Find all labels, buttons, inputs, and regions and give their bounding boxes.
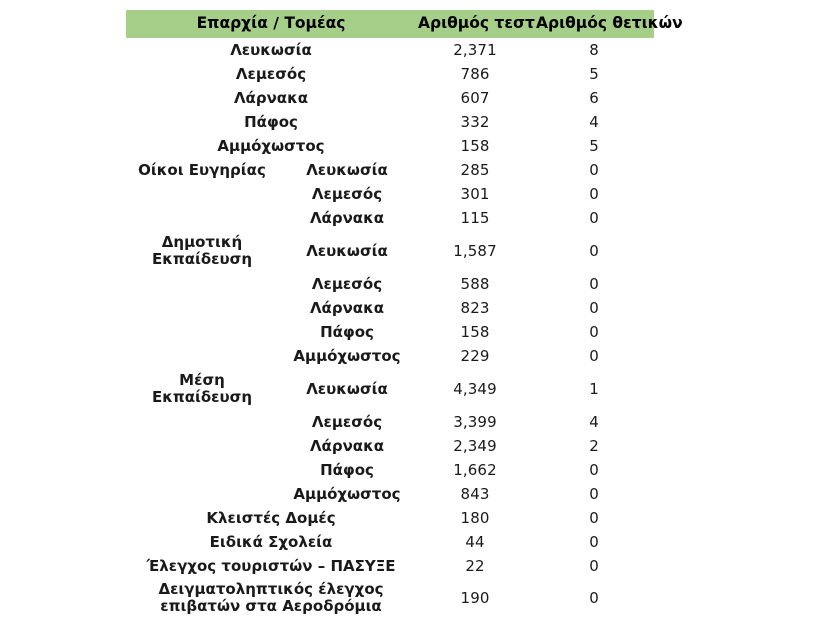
row-district-label: Λεμεσός (311, 184, 383, 203)
column-header-positives: Αριθμός θετικών (534, 10, 654, 38)
table-row (126, 458, 654, 482)
test-results-table-container (126, 10, 683, 618)
row-tests-value: 607 (460, 88, 490, 107)
row-district-label: Λευκωσία (306, 379, 388, 398)
row-district-label: Λεμεσός (311, 412, 383, 431)
row-category-line-2: Εκπαίδευση (151, 250, 253, 269)
row-tests-value: 301 (460, 184, 490, 203)
row-tests-value: 44 (465, 532, 485, 551)
row-tests-value: 2,349 (453, 436, 497, 455)
table-row (126, 134, 654, 158)
table-row (126, 434, 654, 458)
row-tests-value: 3,399 (453, 412, 497, 431)
row-positives-value: 0 (589, 298, 599, 317)
row-district-label: Λεμεσός (311, 274, 383, 293)
row-tests-value: 158 (460, 136, 490, 155)
row-tests-value: 1,662 (453, 460, 497, 479)
row-label: Λάρνακα (233, 88, 309, 107)
row-category-label: Οίκοι Ευγηρίας (138, 160, 266, 179)
row-tests-value: 843 (460, 484, 490, 503)
row-tests-value: 285 (460, 160, 490, 179)
row-label: Λευκωσία (230, 40, 312, 59)
test-results-table (126, 10, 683, 618)
table-body (126, 38, 654, 618)
row-district-label: Λευκωσία (306, 241, 388, 260)
row-district-label: Λάρνακα (309, 436, 385, 455)
table-row (126, 158, 654, 182)
table-row (126, 578, 654, 618)
table-row (126, 410, 654, 434)
row-tests-value: 229 (460, 346, 490, 365)
row-positives-value: 8 (589, 40, 599, 59)
row-positives-value: 5 (589, 64, 599, 83)
row-district-label: Αμμόχωστος (293, 346, 401, 365)
row-district-label: Λάρνακα (309, 298, 385, 317)
row-category-label (126, 230, 278, 272)
row-category-label (126, 458, 278, 482)
table-row (126, 182, 654, 206)
row-tests-value: 158 (460, 322, 490, 341)
row-label-line-1: Δειγματοληπτικός έλεγχος (158, 579, 384, 598)
table-row (126, 344, 654, 368)
row-tests-value: 115 (460, 208, 490, 227)
row-tests-value: 1,587 (453, 241, 497, 260)
row-positives-value: 0 (589, 184, 599, 203)
row-label: Ειδικά Σχολεία (209, 532, 333, 551)
row-positives-value: 1 (589, 379, 599, 398)
row-positives-value: 0 (589, 241, 599, 260)
table-row (126, 320, 654, 344)
table-row (126, 206, 654, 230)
row-district-label: Αμμόχωστος (293, 484, 401, 503)
table-row (126, 110, 654, 134)
row-tests-value: 180 (460, 508, 490, 527)
row-district-label: Λευκωσία (306, 160, 388, 179)
row-tests-value: 190 (460, 588, 490, 607)
row-positives-value: 0 (589, 322, 599, 341)
row-positives-value: 0 (589, 346, 599, 365)
row-positives-value: 4 (589, 412, 599, 431)
row-district-label: Πάφος (320, 322, 374, 341)
table-row (126, 230, 654, 272)
row-tests-value: 588 (460, 274, 490, 293)
row-tests-value: 823 (460, 298, 490, 317)
row-positives-value: 0 (589, 508, 599, 527)
row-positives-value: 0 (589, 460, 599, 479)
table-row (126, 272, 654, 296)
row-positives-value: 0 (589, 588, 599, 607)
column-header-tests: Αριθμός τεστ (416, 10, 534, 38)
column-header-category: Επαρχία / Τομέας (126, 10, 416, 38)
row-label-line-2: επιβατών στα Αεροδρόμια (160, 597, 382, 616)
row-category-label (126, 410, 278, 434)
table-row (126, 86, 654, 110)
row-positives-value: 0 (589, 274, 599, 293)
row-category-label (126, 482, 278, 506)
row-category-line-1: Δημοτική (161, 232, 243, 251)
row-category-line-1: Μέση (179, 370, 225, 389)
row-positives-value: 0 (589, 556, 599, 575)
row-positives-value: 0 (589, 532, 599, 551)
row-label (126, 578, 416, 618)
row-positives-value: 5 (589, 136, 599, 155)
row-category-label (126, 272, 278, 296)
row-tests-value: 22 (465, 556, 485, 575)
table-row (126, 38, 654, 62)
row-positives-value: 0 (589, 208, 599, 227)
row-label: Πάφος (244, 112, 298, 131)
row-district-label: Πάφος (320, 460, 374, 479)
row-label: Αμμόχωστος (217, 136, 325, 155)
row-tests-value: 786 (460, 64, 490, 83)
row-label: Κλειστές Δομές (206, 508, 336, 527)
row-positives-value: 2 (589, 436, 599, 455)
table-header (126, 10, 683, 38)
row-district-label: Λάρνακα (309, 208, 385, 227)
row-category-label (126, 296, 278, 320)
table-row (126, 368, 654, 410)
row-tests-value: 2,371 (453, 40, 497, 59)
table-row (126, 530, 654, 554)
row-category-label (126, 368, 278, 410)
row-label: Λεμεσός (235, 64, 307, 83)
row-positives-value: 4 (589, 112, 599, 131)
table-row (126, 296, 654, 320)
row-category-line-2: Εκπαίδευση (151, 388, 253, 407)
table-row (126, 554, 654, 578)
row-positives-value: 0 (589, 484, 599, 503)
row-category-label (126, 344, 278, 368)
row-tests-value: 332 (460, 112, 490, 131)
row-category-label (126, 206, 278, 230)
row-label: Έλεγχος τουριστών – ΠΑΣΥΞΕ (146, 556, 396, 575)
table-row (126, 62, 654, 86)
row-tests-value: 4,349 (453, 379, 497, 398)
row-category-label (126, 320, 278, 344)
table-row (126, 482, 654, 506)
row-positives-value: 6 (589, 88, 599, 107)
row-positives-value: 0 (589, 160, 599, 179)
table-header-row (126, 10, 654, 38)
row-category-label (126, 434, 278, 458)
table-row (126, 506, 654, 530)
row-category-label (126, 182, 278, 206)
